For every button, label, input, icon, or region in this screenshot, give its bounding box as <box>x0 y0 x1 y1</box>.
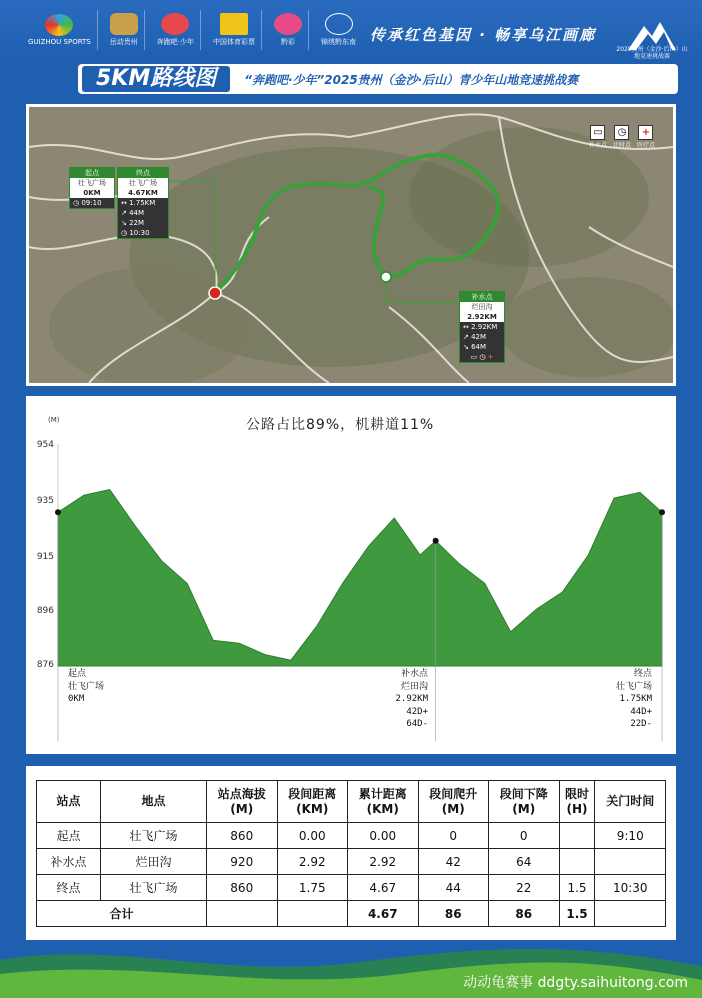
clock-icon: ◷ <box>73 199 82 207</box>
col-header: 地点 <box>101 781 207 823</box>
col-header: 限时 (H) <box>559 781 595 823</box>
ascent-icon: ↗ <box>121 209 130 217</box>
timing-icon: ◷ <box>614 125 629 140</box>
y-tick: 935 <box>36 496 54 506</box>
elevation-panel <box>26 396 676 754</box>
elevation-area <box>58 490 662 667</box>
sponsor-logos <box>22 10 362 50</box>
event-badge: 2025贵州（金沙·后山）山地竞速挑战赛 <box>616 46 688 60</box>
start-callout: 起点 壮飞广场 0KM ◷ 09:10 <box>69 167 115 209</box>
col-header: 段间下降 (M) <box>489 781 560 823</box>
logo-lottery: 中国体育彩票 <box>207 10 262 50</box>
logo-jinxiu: 锦绣黔东南 <box>315 10 362 50</box>
distance-icon: ↔ <box>463 323 472 331</box>
map-svg <box>29 107 673 383</box>
water-point <box>433 538 439 544</box>
start-finish-marker[interactable] <box>209 287 221 299</box>
table-total-row: 合计 4.67 86 86 1.5 <box>37 901 666 927</box>
elevation-node-start: 起点 壮飞广场 0KM <box>68 669 105 704</box>
watermark: 动动龟赛事 ddgty.saihuitong.com <box>463 975 688 991</box>
table-row: 补水点 烂田沟 920 2.92 2.92 42 64 <box>37 849 666 875</box>
start-point <box>55 509 61 515</box>
logo-qiancai: 黔彩 <box>268 10 309 50</box>
elevation-title: 公路占比89%，机耕道11% <box>246 417 435 433</box>
medical-small-icon: + <box>487 353 494 361</box>
elevation-node-finish: 终点 壮飞广场 1.75KM 44D+ 22D- <box>615 669 652 729</box>
col-header: 段间爬升 (M) <box>418 781 489 823</box>
water-callout: 补水点 烂田沟 2.92KM ↔ 2.92KM ↗ 42M ↘ 64M ▭ ◷ + <box>459 291 505 363</box>
top-banner <box>0 0 702 62</box>
legend-medical: + 医疗点 <box>636 127 655 149</box>
col-header: 站点海拔 (M) <box>207 781 278 823</box>
medical-icon: + <box>638 125 653 140</box>
y-tick: 915 <box>36 552 54 562</box>
table-row: 终点 壮飞广场 860 1.75 4.67 44 22 1.5 10:30 <box>37 875 666 901</box>
water-icon: ▭ <box>590 125 605 140</box>
col-header: 站点 <box>37 781 101 823</box>
y-tick: 876 <box>36 660 54 670</box>
elevation-chart <box>26 396 676 754</box>
y-unit: (M) <box>48 416 60 424</box>
legend-timing: ◷ 计时点 <box>612 127 631 149</box>
title-bar <box>78 64 678 94</box>
legend-water: ▭ 补水点 <box>588 127 607 149</box>
logo-guizhou-sports: GUIZHOU SPORTS <box>22 10 98 50</box>
timing-small-icon: ◷ <box>479 353 486 361</box>
finish-point <box>659 509 665 515</box>
ascent-icon: ↗ <box>463 333 472 341</box>
y-tick: 896 <box>36 606 54 616</box>
col-header: 段间距离 (KM) <box>277 781 348 823</box>
finish-callout: 终点 壮飞广场 4.67KM ↔ 1.75KM ↗ 44M ↘ 22M ◷ 10:30 <box>117 167 169 239</box>
table-row: 起点 壮飞广场 860 0.00 0.00 0 0 9:10 <box>37 823 666 849</box>
water-small-icon: ▭ <box>470 353 478 361</box>
col-header: 累计距离 (KM) <box>348 781 419 823</box>
table-header-row <box>37 781 666 823</box>
distance-icon: ↔ <box>121 199 130 207</box>
station-table <box>36 780 666 927</box>
route-title: 5KM路线图 <box>82 66 230 92</box>
water-point-marker[interactable] <box>381 272 391 282</box>
logo-benpaoba: 奔跑吧·少年 <box>151 10 201 50</box>
logo-yuedong: 岳动贵州 <box>104 10 145 50</box>
slogan: 传承红色基因 · 畅享乌江画廊 <box>370 26 597 44</box>
map-legend <box>589 125 655 149</box>
clock-icon: ◷ <box>121 229 130 237</box>
event-title: “奔跑吧·少年”2025贵州（金沙·后山）青少年山地竞速挑战赛 <box>244 72 579 87</box>
y-tick: 954 <box>36 440 54 450</box>
route-map[interactable] <box>26 104 676 386</box>
descent-icon: ↘ <box>463 343 472 351</box>
station-table-panel <box>26 766 676 940</box>
col-header: 关门时间 <box>595 781 666 823</box>
descent-icon: ↘ <box>121 219 130 227</box>
elevation-node-water: 补水点 烂田沟 2.92KM 42D+ 64D- <box>395 669 428 729</box>
